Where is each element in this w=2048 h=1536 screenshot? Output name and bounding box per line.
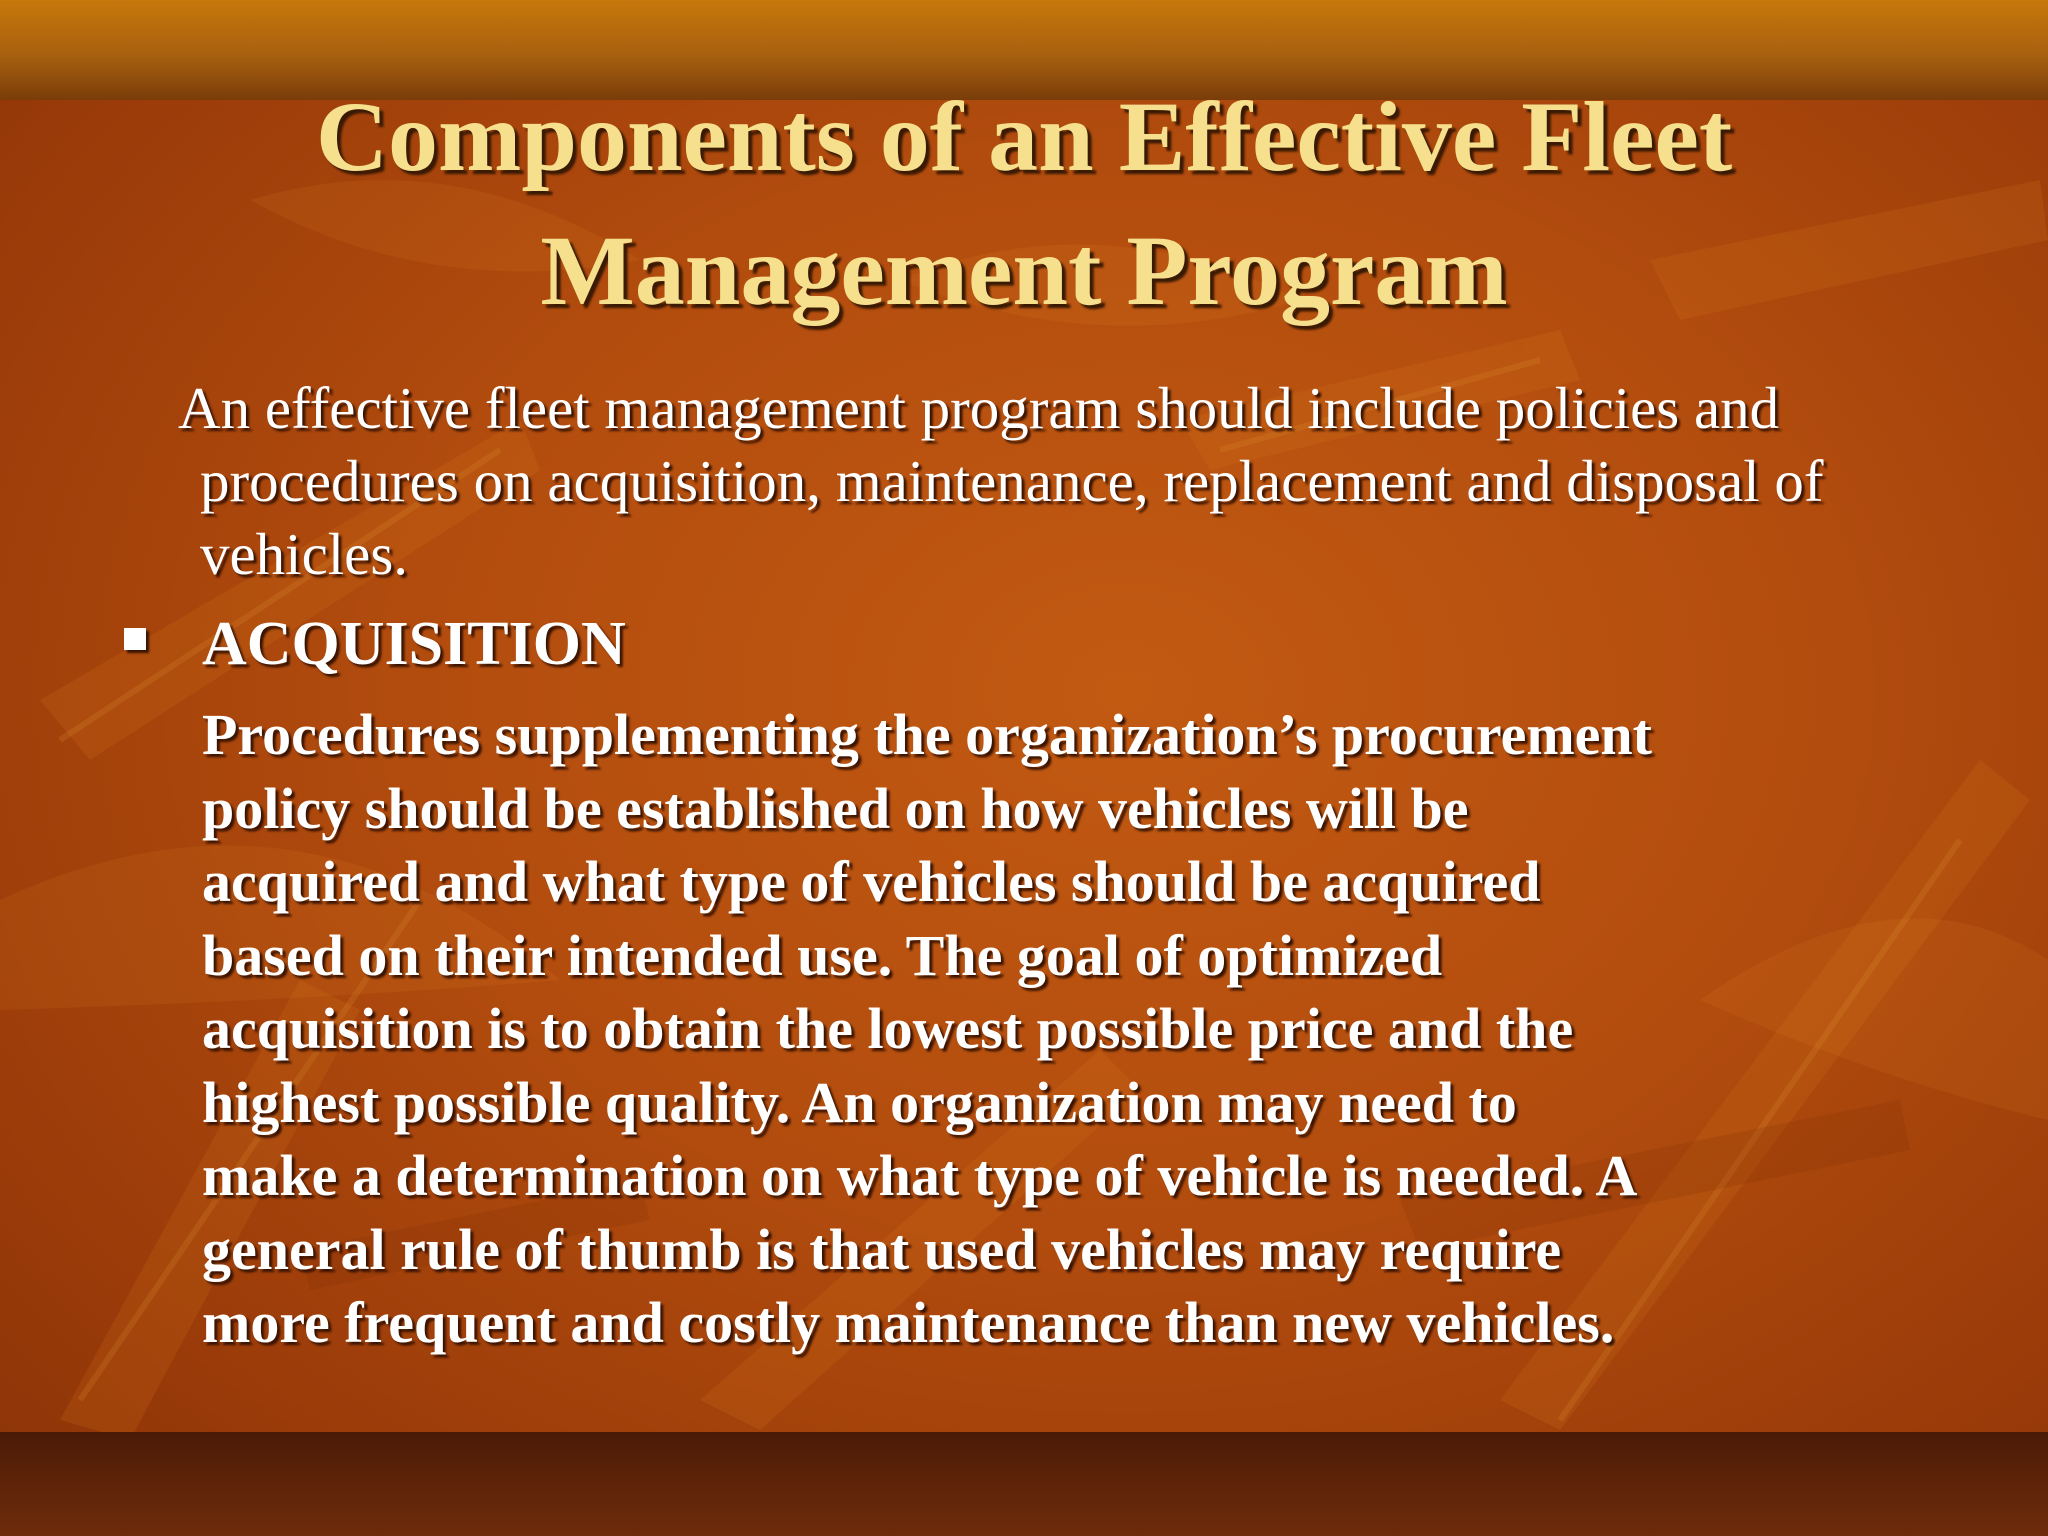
intro-paragraph: An effective fleet management program should include policies and procedures on acquisition, maintenance, replacement and disposal of vehicles. — [178, 375, 1824, 587]
title-line-2: Management Program — [540, 215, 1508, 326]
acquisition-paragraph: Procedures supplementing the organization’s procurement policy should be established on how vehicles will be acquired and what type of vehicles should be acquired based on their intended use. The goal of optimized acquisition is to obtain the lowest possible price and the highest possible quality. An organization may need to make a determination on what type of vehicle is needed. A general rule of thumb is that used vehicles may require more frequent and costly maintenance than new vehicles. — [202, 702, 1652, 1355]
title-line-1: Components of an Effective Fleet — [315, 81, 1733, 192]
bullet-heading: ACQUISITION — [202, 610, 626, 678]
bullet-item-acquisition — [124, 604, 1924, 684]
square-bullet-icon — [124, 628, 146, 650]
